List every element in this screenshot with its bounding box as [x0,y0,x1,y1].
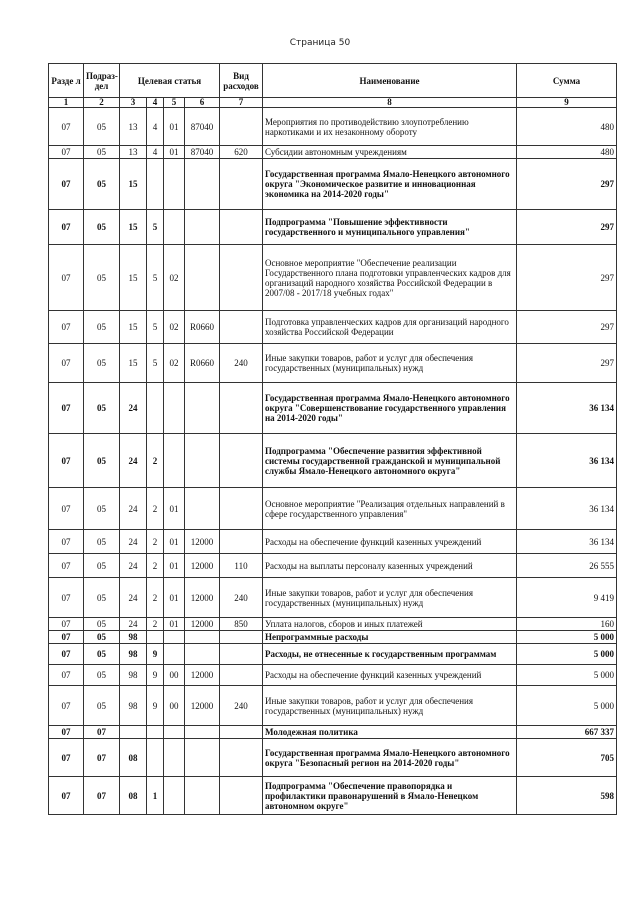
podrazdel-cell: 05 [84,159,120,210]
sum-cell: 36 134 [517,434,617,488]
name-cell: Субсидии автономным учреждениям [263,146,517,159]
expense-type-cell: 850 [220,618,263,631]
program-cell: 24 [120,578,147,618]
event-cell: 01 [164,578,185,618]
table-row [49,739,617,777]
razdel-cell: 07 [49,146,84,159]
expense-type-cell: 240 [220,344,263,383]
header-sum: Сумма [517,64,617,98]
razdel-cell: 07 [49,686,84,726]
subprogram-cell: 5 [147,344,164,383]
expense-type-cell: 240 [220,578,263,618]
table-row [49,108,617,146]
name-cell: Подпрограмма "Повышение эффективности государственного и муниципального управления" [263,210,517,245]
subprogram-cell: 2 [147,554,164,578]
name-cell: Расходы на обеспечение функций казенных учреждений [263,530,517,554]
table-row [49,665,617,686]
podrazdel-cell: 05 [84,686,120,726]
razdel-cell: 07 [49,578,84,618]
program-cell: 98 [120,686,147,726]
expense-type-cell [220,311,263,344]
sum-cell: 598 [517,777,617,815]
podrazdel-cell: 05 [84,108,120,146]
subprogram-cell [147,631,164,644]
name-cell: Иные закупки товаров, работ и услуг для обеспечения государственных (муниципальных) нужд [263,686,517,726]
event-cell: 01 [164,618,185,631]
expense-type-cell [220,210,263,245]
subprogram-cell: 9 [147,665,164,686]
subprogram-cell: 5 [147,210,164,245]
event-cell [164,777,185,815]
column-number: 6 [185,98,220,108]
sum-cell: 160 [517,618,617,631]
event-cell: 00 [164,665,185,686]
name-cell: Основное мероприятие "Обеспечение реализации Государственного плана подготовки управленческих кадров для организаций народного хозяйства Российской Федерации в 2007/08 - 2017/18 учебных годах" [263,245,517,311]
table-row [49,146,617,159]
table-row [49,686,617,726]
sum-cell: 667 337 [517,726,617,739]
sum-cell: 297 [517,344,617,383]
razdel-cell: 07 [49,618,84,631]
razdel-cell: 07 [49,530,84,554]
podrazdel-cell: 05 [84,665,120,686]
event-cell [164,383,185,434]
subprogram-cell: 9 [147,644,164,665]
program-cell: 24 [120,488,147,530]
header-podrazdel: Подраз- дел [84,64,120,98]
sum-cell: 297 [517,245,617,311]
direction-cell: 12000 [185,530,220,554]
column-number: 5 [164,98,185,108]
sum-cell: 297 [517,210,617,245]
event-cell [164,739,185,777]
razdel-cell: 07 [49,245,84,311]
name-cell: Уплата налогов, сборов и иных платежей [263,618,517,631]
sum-cell: 297 [517,311,617,344]
direction-cell [185,159,220,210]
podrazdel-cell: 05 [84,618,120,631]
program-cell: 24 [120,554,147,578]
subprogram-cell: 9 [147,686,164,726]
direction-cell: 12000 [185,618,220,631]
program-cell: 15 [120,245,147,311]
event-cell: 02 [164,344,185,383]
name-cell: Подпрограмма "Обеспечение развития эффективной системы государственной гражданской и муниципальной службы Ямало-Ненецкого автономного округа" [263,434,517,488]
direction-cell: R0660 [185,344,220,383]
expense-type-cell: 110 [220,554,263,578]
table-row [49,344,617,383]
expense-type-cell [220,434,263,488]
expense-type-cell [220,488,263,530]
name-cell: Расходы на обеспечение функций казенных учреждений [263,665,517,686]
program-cell: 98 [120,631,147,644]
column-number-row [49,98,617,108]
direction-cell: 12000 [185,686,220,726]
razdel-cell: 07 [49,159,84,210]
podrazdel-cell: 05 [84,631,120,644]
column-number: 9 [517,98,617,108]
subprogram-cell: 2 [147,488,164,530]
sum-cell: 5 000 [517,631,617,644]
event-cell [164,631,185,644]
expense-type-cell [220,739,263,777]
sum-cell: 26 555 [517,554,617,578]
program-cell: 15 [120,159,147,210]
razdel-cell: 07 [49,665,84,686]
direction-cell [185,644,220,665]
program-cell: 98 [120,665,147,686]
program-cell: 15 [120,210,147,245]
razdel-cell: 07 [49,554,84,578]
event-cell: 01 [164,146,185,159]
program-cell: 08 [120,777,147,815]
podrazdel-cell: 05 [84,245,120,311]
table-row [49,210,617,245]
razdel-cell: 07 [49,739,84,777]
name-cell: Подпрограмма "Обеспечение правопорядка и профилактики правонарушений в Ямало-Ненецком автономном округе" [263,777,517,815]
table-row [49,618,617,631]
podrazdel-cell: 05 [84,210,120,245]
name-cell: Государственная программа Ямало-Ненецкого автономного округа "Экономическое развитие и инновационная экономика на 2014-2020 годы" [263,159,517,210]
podrazdel-cell: 05 [84,554,120,578]
direction-cell: 87040 [185,108,220,146]
event-cell: 02 [164,245,185,311]
podrazdel-cell: 05 [84,146,120,159]
direction-cell: R0660 [185,311,220,344]
program-cell: 98 [120,644,147,665]
table-row [49,530,617,554]
event-cell: 01 [164,108,185,146]
subprogram-cell [147,159,164,210]
podrazdel-cell: 05 [84,344,120,383]
name-cell: Основное мероприятие "Реализация отдельных направлений в сфере государственного управления" [263,488,517,530]
subprogram-cell: 5 [147,311,164,344]
expense-type-cell [220,159,263,210]
table-row [49,726,617,739]
direction-cell [185,383,220,434]
sum-cell: 36 134 [517,383,617,434]
subprogram-cell: 1 [147,777,164,815]
direction-cell [185,739,220,777]
subprogram-cell [147,726,164,739]
column-number: 7 [220,98,263,108]
table-row [49,159,617,210]
subprogram-cell [147,383,164,434]
expense-type-cell [220,644,263,665]
table-row [49,578,617,618]
table-row [49,488,617,530]
expense-type-cell: 240 [220,686,263,726]
program-cell: 15 [120,311,147,344]
event-cell: 00 [164,686,185,726]
table-row [49,311,617,344]
podrazdel-cell: 05 [84,383,120,434]
razdel-cell: 07 [49,726,84,739]
name-cell: Расходы на выплаты персоналу казенных учреждений [263,554,517,578]
column-number: 4 [147,98,164,108]
page-number: Страница 50 [289,38,351,48]
subprogram-cell: 2 [147,578,164,618]
event-cell [164,726,185,739]
razdel-cell: 07 [49,344,84,383]
razdel-cell: 07 [49,210,84,245]
name-cell: Мероприятия по противодействию злоупотреблению наркотиками и их незаконному обороту [263,108,517,146]
podrazdel-cell: 07 [84,726,120,739]
table-row [49,434,617,488]
budget-table [48,63,617,815]
subprogram-cell: 2 [147,530,164,554]
razdel-cell: 07 [49,108,84,146]
expense-type-cell [220,777,263,815]
expense-type-cell: 620 [220,146,263,159]
table-row [49,644,617,665]
subprogram-cell [147,739,164,777]
column-number: 2 [84,98,120,108]
sum-cell: 480 [517,108,617,146]
podrazdel-cell: 05 [84,488,120,530]
sum-cell: 36 134 [517,488,617,530]
event-cell [164,159,185,210]
table-row [49,245,617,311]
expense-type-cell [220,383,263,434]
name-cell: Расходы, не отнесенные к государственным программам [263,644,517,665]
table-row [49,777,617,815]
sum-cell: 5 000 [517,686,617,726]
podrazdel-cell: 05 [84,644,120,665]
name-cell: Государственная программа Ямало-Ненецкого автономного округа "Совершенствование государственного управления на 2014-2020 годы" [263,383,517,434]
name-cell: Непрограммные расходы [263,631,517,644]
sum-cell: 297 [517,159,617,210]
table-body [49,108,617,815]
subprogram-cell: 2 [147,618,164,631]
direction-cell [185,726,220,739]
direction-cell [185,434,220,488]
name-cell: Иные закупки товаров, работ и услуг для обеспечения государственных (муниципальных) нужд [263,344,517,383]
name-cell: Молодежная политика [263,726,517,739]
program-cell: 24 [120,530,147,554]
event-cell [164,434,185,488]
event-cell: 01 [164,488,185,530]
razdel-cell: 07 [49,488,84,530]
razdel-cell: 07 [49,383,84,434]
event-cell: 02 [164,311,185,344]
sum-cell: 9 419 [517,578,617,618]
sum-cell: 36 134 [517,530,617,554]
subprogram-cell: 2 [147,434,164,488]
direction-cell: 12000 [185,665,220,686]
event-cell [164,210,185,245]
header-name: Наименование [263,64,517,98]
razdel-cell: 07 [49,311,84,344]
program-cell: 24 [120,618,147,631]
table-row [49,383,617,434]
program-cell: 24 [120,434,147,488]
direction-cell [185,210,220,245]
direction-cell: 12000 [185,578,220,618]
expense-type-cell [220,665,263,686]
subprogram-cell: 5 [147,245,164,311]
direction-cell: 87040 [185,146,220,159]
header-expense-type: Вид расходов [220,64,263,98]
direction-cell [185,777,220,815]
podrazdel-cell: 07 [84,777,120,815]
expense-type-cell [220,108,263,146]
program-cell: 13 [120,108,147,146]
subprogram-cell: 4 [147,146,164,159]
event-cell [164,644,185,665]
name-cell: Иные закупки товаров, работ и услуг для обеспечения государственных (муниципальных) нужд [263,578,517,618]
table-row [49,554,617,578]
direction-cell: 12000 [185,554,220,578]
expense-type-cell [220,245,263,311]
razdel-cell: 07 [49,631,84,644]
program-cell: 13 [120,146,147,159]
name-cell: Подготовка управленческих кадров для организаций народного хозяйства Российской Федерации [263,311,517,344]
razdel-cell: 07 [49,434,84,488]
direction-cell [185,488,220,530]
program-cell: 24 [120,383,147,434]
razdel-cell: 07 [49,644,84,665]
podrazdel-cell: 05 [84,434,120,488]
direction-cell [185,245,220,311]
column-number: 8 [263,98,517,108]
podrazdel-cell: 07 [84,739,120,777]
expense-type-cell [220,530,263,554]
column-number: 3 [120,98,147,108]
column-number: 1 [49,98,84,108]
podrazdel-cell: 05 [84,311,120,344]
sum-cell: 480 [517,146,617,159]
header-target-article: Целевая статья [120,64,220,98]
program-cell: 15 [120,344,147,383]
event-cell: 01 [164,554,185,578]
sum-cell: 705 [517,739,617,777]
sum-cell: 5 000 [517,644,617,665]
event-cell: 01 [164,530,185,554]
table-row [49,631,617,644]
direction-cell [185,631,220,644]
razdel-cell: 07 [49,777,84,815]
program-cell: 08 [120,739,147,777]
podrazdel-cell: 05 [84,530,120,554]
expense-type-cell [220,631,263,644]
podrazdel-cell: 05 [84,578,120,618]
header-razdel: Разде л [49,64,84,98]
expense-type-cell [220,726,263,739]
header-row [49,64,617,98]
name-cell: Государственная программа Ямало-Ненецкого автономного округа "Безопасный регион на 2014-2020 годы" [263,739,517,777]
subprogram-cell: 4 [147,108,164,146]
sum-cell: 5 000 [517,665,617,686]
program-cell [120,726,147,739]
